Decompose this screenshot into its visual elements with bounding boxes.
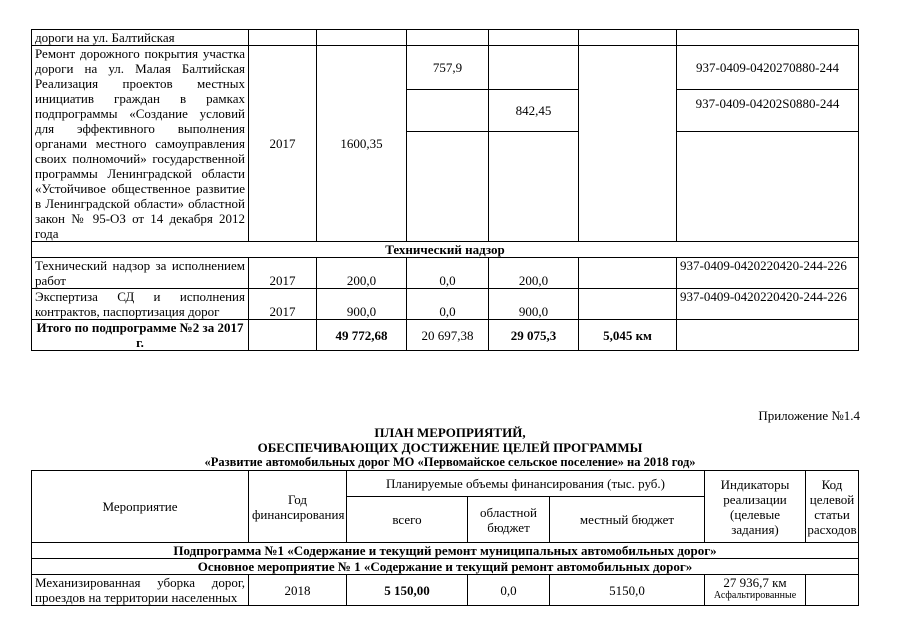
event-cell: дороги на ул. Балтийская xyxy=(32,30,249,46)
total-cell: 900,0 xyxy=(317,289,407,320)
plan-title-line2: ОБЕСПЕЧИВАЮЩИХ ДОСТИЖЕНИЕ ЦЕЛЕЙ ПРОГРАММЫ xyxy=(257,440,643,455)
year-cell: 2017 xyxy=(249,46,317,242)
year-cell: 2018 xyxy=(249,575,347,606)
header-local: местный бюджет xyxy=(550,497,705,543)
code-cell: 937-0409-04202S0880-244 xyxy=(677,89,859,131)
header-planned: Планируемые объемы финансирования (тыс. руб.) xyxy=(347,471,705,497)
local-cell: 29 075,3 xyxy=(489,320,579,351)
indicator-value: 27 936,7 км xyxy=(723,575,787,590)
indicator-cell: 5,045 км xyxy=(579,320,677,351)
indicator-cell xyxy=(705,575,806,606)
header-indicators: Индикаторы реализации (целевые задания) xyxy=(705,471,806,543)
year-cell: 2017 xyxy=(249,289,317,320)
subprogram-title: Подпрограмма №1 «Содержание и текущий ремонт муниципальных автомобильных дорог» xyxy=(32,543,859,559)
total-cell: 1600,35 xyxy=(317,46,407,242)
event-cell: Механизированная уборка дорог, проездов на территории населенных xyxy=(32,575,249,606)
total-cell: 49 772,68 xyxy=(317,320,407,351)
plan-title-line1: ПЛАН МЕРОПРИЯТИЙ, xyxy=(374,425,526,440)
table-row xyxy=(32,30,859,46)
regional-cell: 0,0 xyxy=(468,575,550,606)
section-title: Технический надзор xyxy=(32,242,859,258)
header-event: Мероприятие xyxy=(32,471,249,543)
total-label: Итого по подпрограмме №2 за 2017 г. xyxy=(32,320,249,351)
appendix-label: Приложение №1.4 xyxy=(758,408,860,423)
event-cell: Экспертиза СД и исполнения контрактов, паспортизация дорог xyxy=(32,289,249,320)
plan-table-2018 xyxy=(31,470,859,606)
regional-cell: 0,0 xyxy=(407,258,489,289)
section-row xyxy=(32,242,859,258)
total-row xyxy=(32,320,859,351)
event-cell: Технический надзор за исполнением работ xyxy=(32,258,249,289)
table-row xyxy=(32,258,859,289)
subprogram-row xyxy=(32,543,859,559)
local-cell: 842,45 xyxy=(489,89,579,131)
local-cell: 200,0 xyxy=(489,258,579,289)
header-row xyxy=(32,471,859,497)
table-row xyxy=(32,575,859,606)
header-regional: областной бюджет xyxy=(468,497,550,543)
event-cell: Ремонт дорожного покрытия участка дороги на ул. Малая Балтийская Реализация проектов местных инициатив граждан в рамках подпрограммы «Создание условий для эффективного выполнения органами местного самоуправления своих полномочий» государственной программы Ленинградской области «Устойчивое общественное развитие в Ленинградской области» областной закон № 95-ОЗ от 14 декабря 2012 года xyxy=(32,46,249,242)
regional-cell: 0,0 xyxy=(407,289,489,320)
budget-table-2017 xyxy=(31,29,859,351)
code-cell: 937-0409-0420220420-244-226 xyxy=(677,258,859,289)
total-cell: 200,0 xyxy=(317,258,407,289)
table-row xyxy=(32,46,859,90)
regional-cell: 757,9 xyxy=(407,46,489,90)
regional-cell: 20 697,38 xyxy=(407,320,489,351)
header-code: Код целевой статьи расходов xyxy=(806,471,859,543)
code-cell: 937-0409-0420270880-244 xyxy=(677,46,859,90)
main-event-title: Основное мероприятие № 1 «Содержание и текущий ремонт автомобильных дорог» xyxy=(32,559,859,575)
code-cell: 937-0409-0420220420-244-226 xyxy=(677,289,859,320)
header-year: Год финансирования xyxy=(249,471,347,543)
total-cell: 5 150,00 xyxy=(347,575,468,606)
indicator-subtext: Асфальтированные xyxy=(713,590,797,601)
year-cell: 2017 xyxy=(249,258,317,289)
table-row xyxy=(32,289,859,320)
local-cell: 5150,0 xyxy=(550,575,705,606)
plan-title-line3: «Развитие автомобильных дорог МО «Первомайское сельское поселение» на 2018 год» xyxy=(204,455,696,469)
main-event-row xyxy=(32,559,859,575)
header-total: всего xyxy=(347,497,468,543)
local-cell: 900,0 xyxy=(489,289,579,320)
